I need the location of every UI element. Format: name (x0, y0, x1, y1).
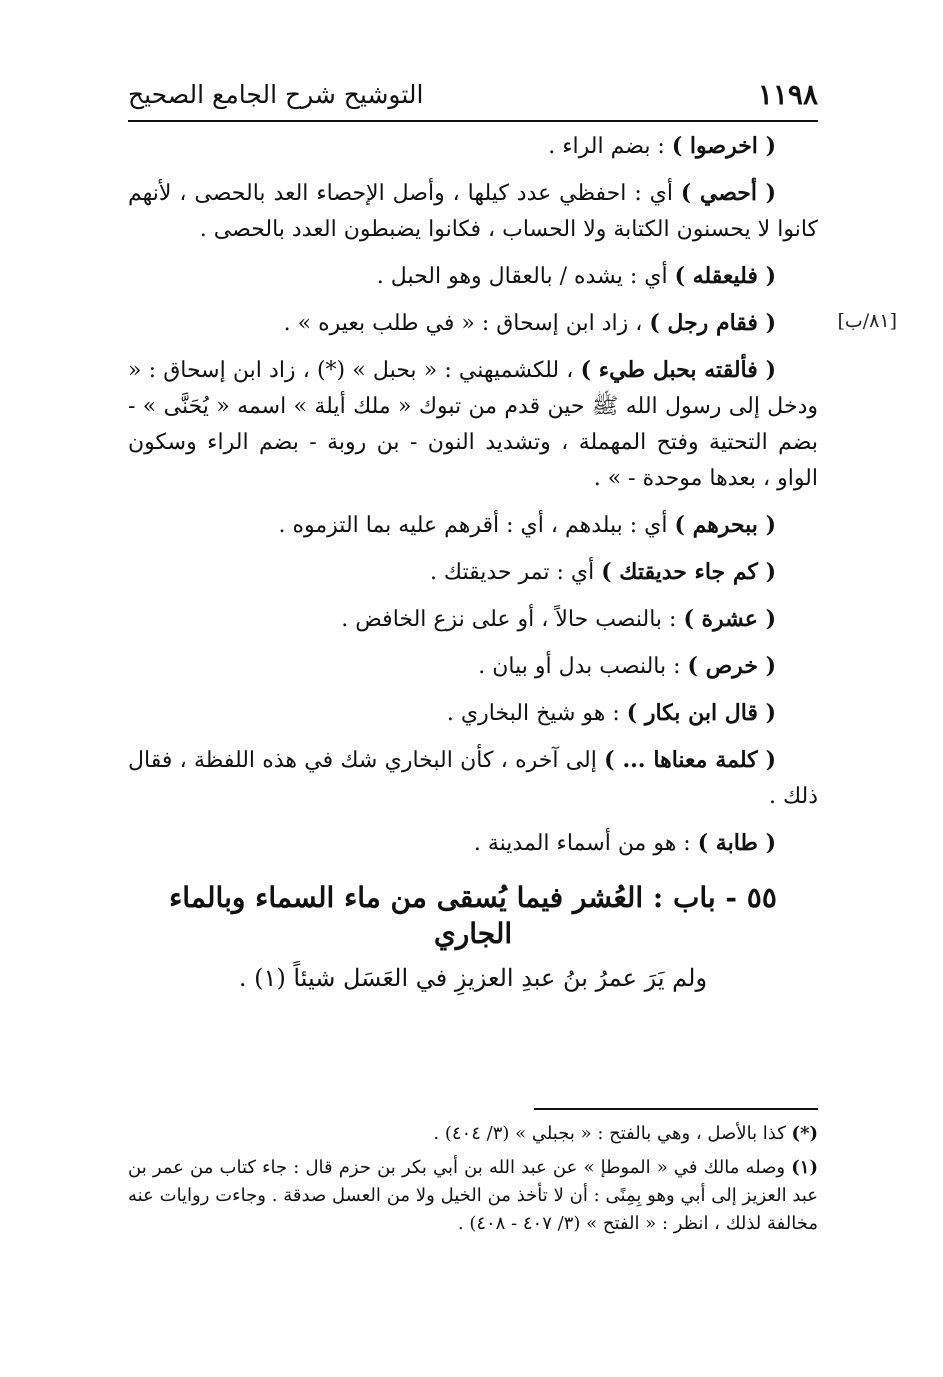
entry-text: أي : ببلدهم ، أي : أقرهم عليه بما التزموه . (278, 513, 675, 538)
entry-text: : هو شيخ البخاري . (446, 701, 627, 726)
entry-term: ( ببحرهم ) (674, 512, 776, 538)
entry-paragraph (128, 648, 818, 685)
entry-text: : بالنصب حالاً ، أو على نزع الخافض . (341, 607, 684, 632)
entry-term: ( فقام رجل ) (649, 310, 776, 336)
header-rule (128, 120, 818, 122)
running-title: التوشيح شرح الجامع الصحيح (128, 79, 424, 109)
entry-term: ( فألقته بحبل طيء ) (580, 357, 776, 383)
entry-paragraph (128, 695, 818, 732)
entry-text: إلى آخره ، كأن البخاري شك في هذه اللفظة ، فقال ذلك . (128, 748, 818, 809)
entry-term: ( خرص ) (687, 653, 776, 679)
entry-paragraph (128, 742, 818, 815)
entry-term: ( كلمة معناها ... ) (604, 747, 776, 773)
page-number: ١١٩٨ (757, 77, 818, 111)
footnote-mark: (١) (791, 1157, 818, 1178)
entry-term: ( أحصي ) (680, 180, 776, 206)
margin-folio-ref: [٨١/ب] (837, 310, 897, 332)
entry-text: أي : يشده / بالعقال وهو الحبل . (376, 264, 675, 289)
entry-paragraph (128, 258, 818, 295)
footnote-text: وصله مالك في « الموطإ » عن عبد الله بن أبي بكر بن حزم قال : جاء كتاب من عمر بن عبد العزيز إلى أبي وهو بِمِنًى : أن لا تأخذ من الخيل ولا من العسل صدقة . وجاءت روايات عنه مخالفة لذلك ، انظر : « الفتح » (٣/ ٤٠٧ - ٤٠٨) . (128, 1157, 818, 1234)
entry-paragraph (128, 601, 818, 638)
footnotes (128, 1120, 818, 1244)
entry-term: ( اخرصوا ) (671, 133, 776, 159)
footnote-text: كذا بالأصل ، وهي بالفتح : « بجبلي » (٣/ ٤٠٤) . (433, 1123, 792, 1144)
page-header (128, 72, 818, 116)
entry-paragraph (128, 507, 818, 544)
entry-term: ( كم جاء حديقتك ) (601, 559, 776, 585)
entry-text: : هو من أسماء المدينة . (473, 831, 698, 856)
entry-term: ( فليعقله ) (674, 263, 776, 289)
entry-text: أي : تمر حديقتك . (429, 560, 602, 585)
entry-paragraph (128, 825, 818, 862)
entry-paragraph (128, 305, 818, 342)
entry-text: : بالنصب بدل أو بيان . (478, 654, 688, 679)
entry-term: ( عشرة ) (683, 606, 776, 632)
entry-text: أي : احفظي عدد كيلها ، وأصل الإحصاء العد بالحصى ، لأنهم كانوا لا يحسنون الكتابة ولا الحساب ، فكانوا يضبطون العدد بالحصى . (128, 181, 818, 242)
footnote (128, 1120, 818, 1148)
entry-term: ( طابة ) (697, 830, 776, 856)
entry-text: : بضم الراء . (548, 134, 672, 159)
entry-paragraph (128, 352, 818, 497)
footnote-rule (534, 1108, 818, 1110)
entry-paragraph (128, 554, 818, 591)
chapter-heading: ٥٥ - باب : العُشر فيما يُسقى من ماء السماء وبالماء الجاري (169, 881, 777, 950)
footnote (128, 1154, 818, 1238)
entry-term: ( قال ابن بكار ) (626, 700, 776, 726)
footnote-mark: (*) (791, 1123, 818, 1144)
entry-paragraph (128, 128, 818, 165)
entry-text: ، للكشميهني : « بحبل » (*) ، زاد ابن إسحاق : « ودخل إلى رسول الله ﷺ حين قدم من تبوك « ملك أيلة » اسمه « يُحَنَّى » - بضم التحتية وفتح المهملة ، وتشديد النون - بن روبة - بضم الراء وسكون الواو ، بعدها موحدة - » . (128, 358, 818, 491)
chapter-subheading: ولم يَرَ عمرُ بنُ عبدِ العزيزِ في العَسَل شيئاً (١) . (238, 964, 708, 992)
entry-text: ، زاد ابن إسحاق : « في طلب بعيره » . (283, 311, 650, 336)
entry-paragraph (128, 175, 818, 248)
main-text (128, 128, 818, 1004)
